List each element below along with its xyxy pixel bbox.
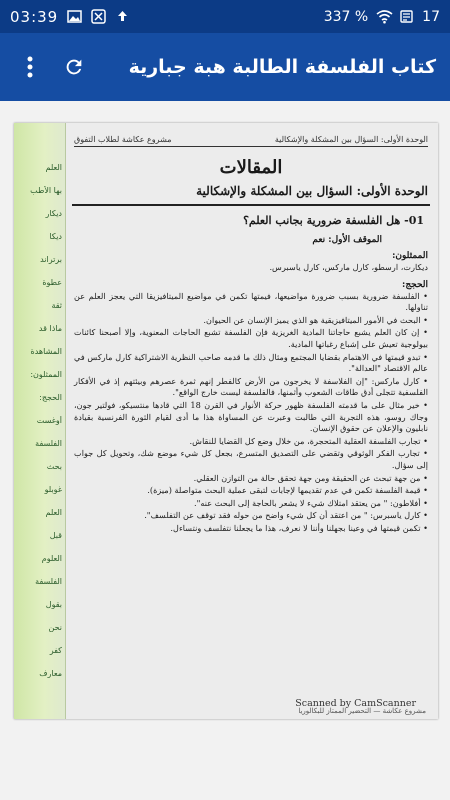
side-strip-line: المشاهدة [30, 347, 62, 356]
page-title: كتاب الفلسفة الطالبة هبة جبارية [128, 56, 436, 78]
close-icon [91, 9, 106, 24]
argument-paragraph: • تكمن قيمتها في وعينا بجهلنا وأننا لا نعرف، هذا ما يجعلنا نتفلسف ونتساءل. [70, 523, 432, 535]
page-header-right: الوحدة الأولى: السؤال بين المشكلة والإشكالية [274, 135, 428, 144]
position-label: الموقف الأول: نعم [312, 235, 382, 245]
arguments-label: الحجج: [402, 279, 428, 290]
unit-title: الوحدة الأولى: السؤال بين المشكلة والإشكالية [196, 184, 428, 198]
side-strip-line: ماذا قد [38, 324, 62, 333]
arguments-list [70, 291, 432, 535]
essay-question: 01- هل الفلسفة ضرورية بجانب العلم؟ [243, 214, 424, 227]
side-strip-line: العلوم [41, 554, 62, 563]
battery-percent: 337 % [323, 8, 369, 25]
side-strip-line: بقول [45, 600, 62, 609]
gallery-icon [67, 9, 82, 24]
scanner-watermark: Scanned by CamScanner [295, 698, 416, 709]
document-viewer[interactable] [0, 101, 450, 741]
argument-paragraph: • خير مثال على ما قدمته الفلسفة ظهور حركة الأنوار في القرن 18 التي قادها منتسيكو، فولتير جون، وجاك روسو، هذه التجربة التي طالبت وعبرت عن المساواة هذا ما أدى لقيام الثورة الفرنسية بقيادة نابليون والإعلان عن حقوق الإنسان. [70, 400, 432, 435]
status-time: 03:39 [10, 7, 59, 26]
side-strip-line: كفر [49, 646, 62, 655]
side-strip-line: الحجج: [39, 393, 62, 402]
side-strip-line: العلم [45, 508, 62, 517]
app-toolbar [0, 33, 450, 101]
argument-paragraph: • من جهة تبحث عن الحقيقة ومن جهة تحقق حالة من التوازن العقلي. [70, 473, 432, 485]
argument-paragraph: • الفلسفة ضرورية بسبب ضرورة مواضيعها، فيمتها تكمن في مواضيع الميتافيزيقا التي يعجز العلم عن تناولها. [70, 291, 432, 314]
side-strip-line: قبل [49, 531, 62, 540]
refresh-icon [63, 56, 85, 78]
status-bar [0, 0, 450, 33]
header-divider [74, 146, 428, 147]
side-strip-line: معارف [39, 669, 62, 678]
side-strip-line: الفلسفة [35, 439, 62, 448]
adjacent-page-strip [14, 123, 66, 719]
wifi-icon [376, 9, 391, 24]
notification-icon [399, 9, 414, 24]
scanned-page-image [14, 123, 438, 719]
side-strip-line: برتراند [40, 255, 62, 264]
argument-paragraph: • كارل ياسبرس: " من اعتقد أن كل شيء واضح من حوله فقد توقف عن التفلسف". [70, 510, 432, 522]
upload-icon [115, 9, 130, 24]
side-strip-line: غوبلو [44, 485, 62, 494]
side-strip-line: أوغست [36, 416, 62, 425]
argument-paragraph: • البحث في الأمور الميتافيزيقية هو الذي يميز الإنسان عن الحيوان. [70, 315, 432, 327]
side-strip-line: بحث [46, 462, 62, 471]
side-strip-line: عطوة [42, 278, 62, 287]
side-strip-line: دیکا [49, 232, 62, 241]
bottom-empty-area [0, 741, 450, 800]
side-strip-line: العلم [45, 163, 62, 172]
signal-strength: 17 [422, 8, 440, 25]
argument-paragraph: • قيمة الفلسفة تكمن في عدم تقديمها لإجابات لتبقى عملية البحث متواصلة (ميزة). [70, 485, 432, 497]
more-options-button[interactable] [12, 49, 48, 85]
side-strip-line: الفلسفة [35, 577, 62, 586]
page-header-left: مشروع عكاشة لطلاب التفوق [74, 135, 172, 144]
argument-paragraph: • تجارب الفكر الوثوقي وتقضي على التصديق المتسرع، بجعل كل شيء موضع شك، وتحويل كل جواب إلى سؤال. [70, 448, 432, 471]
representatives-text: ديكارت، ارسطو، كارل ماركس، كارل ياسبرس. [269, 262, 428, 272]
more-vertical-icon [27, 56, 33, 78]
argument-paragraph: • أفلاطون: " من يعتقد امتلاك شيء لا يشعر بالحاجة إلى البحث عنه". [70, 498, 432, 510]
argument-paragraph: • كارل ماركس: "إن الفلاسفة لا يخرجون من الأرض كالفطر إنهم ثمرة عصرهم وبيئتهم إذ في الأفكار الفلسفية تتجلى أدق طاقات الشعوب وأثمنها، فالفلسفة ليست خارج الواقع". [70, 376, 432, 399]
side-strip-line: دیکار [45, 209, 62, 218]
side-strip-line: ثقة [51, 301, 62, 310]
refresh-button[interactable] [56, 49, 92, 85]
page-footer: مشروع عكاشة — التحضير الممتاز للبكالوريا [298, 707, 426, 715]
side-strip-line: الممثلون: [30, 370, 62, 379]
title-divider [72, 204, 430, 206]
side-strip-line: بها الأطب [30, 186, 62, 195]
argument-paragraph: • تبدو قيمتها في الاهتمام بقضايا المجتمع ومثال ذلك ما قدمه صاحب النظرية الاشتراكية كارل ماركس في عالم الاقتصاد "العدالة". [70, 352, 432, 375]
argument-paragraph: • إن كان العلم يشبع حاجاتنا المادية الغريزية فإن الفلسفة تشبع الحاجات المعنوية، وإلا أصبحنا كائنات بيولوجية تعيش على إشباع رغباتها المادية. [70, 327, 432, 350]
document-title: المقالات [219, 157, 283, 178]
side-strip-line: نحن [48, 623, 62, 632]
argument-paragraph: • تجارب الفلسفة العقلية المتحجرة، من خلال وضع كل القضايا للنقاش. [70, 436, 432, 448]
representatives-label: الممثلون: [392, 251, 428, 261]
